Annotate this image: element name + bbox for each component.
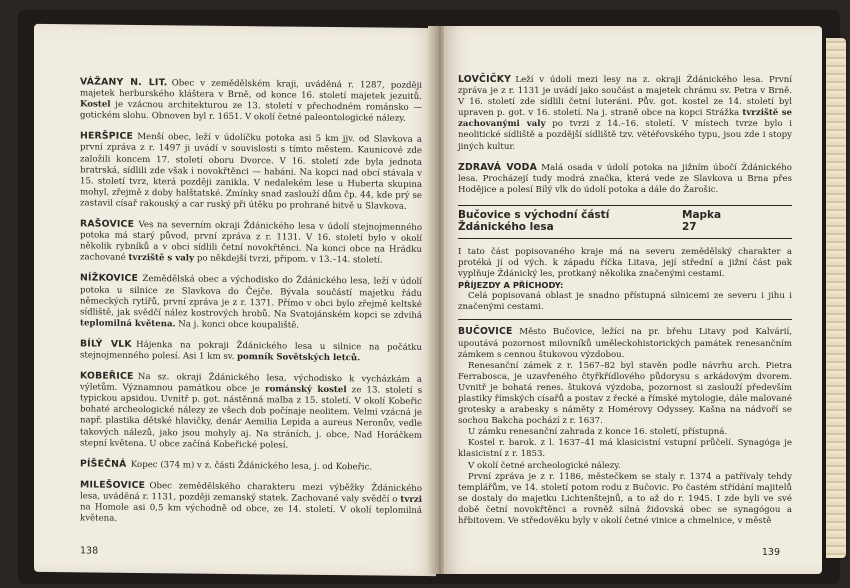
right-page bbox=[444, 26, 822, 574]
right-entries bbox=[458, 74, 792, 196]
entry-highlight: románský kostel bbox=[265, 384, 347, 396]
entry-text-continued: je vzácnou architekturou ze 13. století v přechodném románsko — gotickém slohu. Obnoven byl r. 1651. V okolí četné paleontologické nálezy. bbox=[80, 99, 423, 125]
entry-text: Leží v údolí mezi lesy na z. okraji Ždánického lesa. První zpráva je z r. 1131 je uvádí jako součást a majetek chrámu sv. Petra v Brně. V 16. století zde sídlili četní luteráni. Pův. got. kostel ze 14. století byl upraven p. got. v 16. století. Na j. straně obce na kopci Strážka bbox=[458, 75, 792, 119]
entry-text-continued: po tvrzi z 14.–16. století. V místech tvrze bylo i neolitické sídliště a pozdější sídliště tzv. větéřovského typu, jsou zde i stopy jiných kultur. bbox=[458, 119, 793, 152]
entry-text: Hájenka na pokraji Ždánického lesa u silnice na počátku stejnojmenného polesí. Asi 1 km sv. bbox=[80, 339, 422, 362]
bucovice-para-2: Renesanční zámek z r. 1567–82 byl stavěn podle návrhu arch. Pietra Ferrabosca, je uzavřeného čtyřkřídlového půdorysu s arkádovým dvorem. Uvnitř je bohatá renes. štuková výzdoba, pozornost si zaslouží především plastiky římských císařů a postav z řecké a římské mytologie, dále malované grotesky a arabesky s náměty z Homérovy Odyssey. Kašna na nádvoří se sochou Bakcha pochází z r. 1637. bbox=[458, 360, 792, 427]
entry-milešovice bbox=[80, 479, 422, 528]
entry-text-continued: na Homole asi 0,5 km východně od obce, ze 14. století. V okolí teplomilná květena. bbox=[80, 502, 422, 524]
entry-heading: LOVČIČKY bbox=[458, 74, 512, 85]
entry-text: Malá osada v údolí potoka na jižním úbočí Ždánického lesa. Procházejí tudy modrá značka, která vede ze Slavkova u Brna přes Hodějice a polesí Bílý vlk do údolí potoka a dále do Žarošic. bbox=[458, 162, 792, 195]
page-edge-tabs bbox=[826, 38, 846, 558]
entry-heading: BÍLÝ VLK bbox=[80, 338, 132, 350]
entry-highlight: tvrziště se zachovanými valy bbox=[458, 108, 792, 130]
entry-bucovice bbox=[458, 326, 792, 360]
entry-text: Obec v zemědělském kraji, uváděná r. 1287, později majetek herburského kláštera v Brně, od konce 16. století majetek jezuitů. bbox=[80, 78, 422, 103]
entry-highlight: pomník Sovětských letců. bbox=[237, 351, 361, 364]
entry-text: Zemědělská obec a východisko do Ždánického lesa, leží v údolí potoka u silnice ze Slavkova do Čejče. Bývala součástí majetku řádu německých rytířů, první zpráva je z r. 1371. Přímo v obci bylo zřejmě keltské sídliště, jak svědčí nález kostrových hrobů. Na Svatojánském kopci se zdvihá bbox=[80, 274, 422, 321]
bucovice-para-6: První zpráva je z r. 1186, městečkem se staly r. 1374 a patřívaly tehdy templářům, ve 14. století potom rodu z Bučovic. Po častém střídání majitelů se dostaly do majetku Lichtenštejnů, a to až do r. 1945. I zde byli ve své době četní novokřtěnci a rovněž silná židovská obec se synagógou a hřbitovem. Ve středověku byly v okolí četné vinice a chmelnice, v městě bbox=[458, 471, 792, 526]
page-number-left: 138 bbox=[80, 545, 99, 557]
bucovice-para-4: Kostel r. barok. z l. 1637–41 má klasicistní vstupní průčelí. Synagóga je klasicistní z r. 1853. bbox=[458, 438, 792, 460]
left-page bbox=[34, 24, 436, 576]
access-text: Celá popisovaná oblast je snadno přístupná silnicemi ze severu i jihu i značenými cestami. bbox=[458, 291, 792, 313]
entry-heršpice bbox=[80, 131, 422, 213]
bucovice-para-3: U zámku renesanční zahrada z konce 16. století, přístupná. bbox=[468, 427, 728, 438]
map-reference bbox=[682, 209, 792, 234]
entry-heading: MILEŠOVICE bbox=[80, 479, 146, 491]
entry-nížkovice bbox=[80, 273, 422, 333]
entry-zdravá-voda bbox=[458, 162, 792, 196]
entry-highlight: Kostel bbox=[80, 99, 111, 110]
entry-vážany bbox=[80, 76, 422, 125]
entry-highlight: tvrzi bbox=[400, 494, 422, 505]
entry-heading: NÍŽKOVICE bbox=[80, 272, 139, 285]
entry-highlight: teplomilná květena. bbox=[80, 318, 176, 330]
entry-text: Město Bučovice, ležící na pr. břehu Litavy pod Kalvárií, upoutává pozornost milovníků uměleckohistorických památek renesančním zámkem s cennou štukovou výzdobou. bbox=[458, 327, 792, 360]
page-number-right: 139 bbox=[761, 547, 780, 558]
entry-rašovice bbox=[80, 218, 422, 267]
entry-text-continued: po někdejší tvrzi, připom. v 13.–14. století. bbox=[196, 253, 383, 266]
left-entries bbox=[80, 76, 422, 528]
section-divider bbox=[458, 319, 792, 320]
entry-heading: KOBEŘICE bbox=[80, 370, 134, 382]
entry-text: Menší obec, leží v údolíčku potoka asi 5 km jjv. od Slavkova a první zpráva z r. 1497 ji uvádí v souvislosti s tímto městem. Kaunicové zde založili koncem 17. století oboru Dvorce. V 16. století zde byla jednota bratrská, sídlili zde však i novokřtěnci — habáni. Na kopci nad obcí stávala v 15. století tvrz, která později zanikla. V nedalekém lese u Huberta skupina mohyl, zřejmě z doby halštatské. Zmínky snad zaslouží dům čp. 44, kde prý se zastavil císař rakouský a car ruský při útěku po prohrané bitvě u Slavkova. bbox=[80, 132, 422, 212]
entry-heading: VÁŽANY N. LIT. bbox=[80, 76, 168, 89]
entry-text: Obec zemědělského charakteru mezi výběžky Ždánického lesa, uváděná r. 1131, později zemanský statek. Zachované valy svědčí o bbox=[80, 480, 422, 505]
bucovice-para-5: V okolí četné archeologické nálezy. bbox=[468, 460, 621, 471]
entry-heading: BUČOVICE bbox=[458, 326, 513, 338]
entry-heading: PÍŠEČNÁ bbox=[80, 458, 127, 470]
open-book bbox=[18, 10, 840, 584]
section-header bbox=[458, 205, 792, 239]
entry-highlight: tvrziště s valy bbox=[128, 253, 195, 264]
section-title: Bučovice s východní částí Ždánického lesa bbox=[458, 208, 610, 234]
entry-kobeřice bbox=[80, 370, 422, 452]
entry-heading: HERŠPICE bbox=[80, 130, 134, 143]
entry-text: Na sz. okraji Ždánického lesa, východisko k vycházkám a výletům. Významnou památkou obce je bbox=[80, 372, 422, 395]
access-heading: PŘÍJEZDY A PŘÍCHODY: bbox=[458, 280, 564, 291]
entry-lovčičky bbox=[458, 74, 792, 153]
entry-text-continued: Na j. konci obce koupaliště. bbox=[178, 319, 300, 331]
entry-píšečná bbox=[80, 458, 422, 474]
entry-heading: RAŠOVICE bbox=[80, 218, 135, 230]
entry-text-continued: ze 13. století s typickou apsidou. Uvnitř p. got. nástěnná malba z 15. století. V okolí Kobeřic bohaté archeologické nálezy ze všech dob počínaje neolitem. Velmi vzácná je např. plastika dětské hlavičky, denár Aemilia Lepida a aureus Neronův, vedle takových nálezů, jako jsou mohyly aj. Na stráních, j. obce, Nad Horáčkem stepní květena. U obce začíná Kobeřické polesí. bbox=[80, 385, 422, 451]
entry-text: Ves na severním okraji Ždánického lesa v údolí stejnojmenného potoka má starý původ, první zpráva z r. 1131. V 16. století bylo v okolí několik rybníků a v obci sídlili četní novokřtěnci. Na konci obce na Hrádku zachované bbox=[80, 220, 422, 264]
entry-heading: ZDRAVÁ VODA bbox=[458, 161, 537, 173]
map-label: Mapka bbox=[682, 208, 722, 221]
section-intro: I tato část popisovaného kraje má na severu zemědělský charakter a protéká jí od vých. k západu říčka Litava, její střední a jižní část pak vyplňuje Ždánický les, protkaný několika značenými cestami. bbox=[458, 246, 792, 280]
map-number: 27 bbox=[682, 221, 697, 234]
entry-text: Kopec (374 m) v z. části Ždánického lesa, j. od Kobeřic. bbox=[130, 459, 373, 473]
entry-bílý-vlk bbox=[80, 338, 422, 365]
